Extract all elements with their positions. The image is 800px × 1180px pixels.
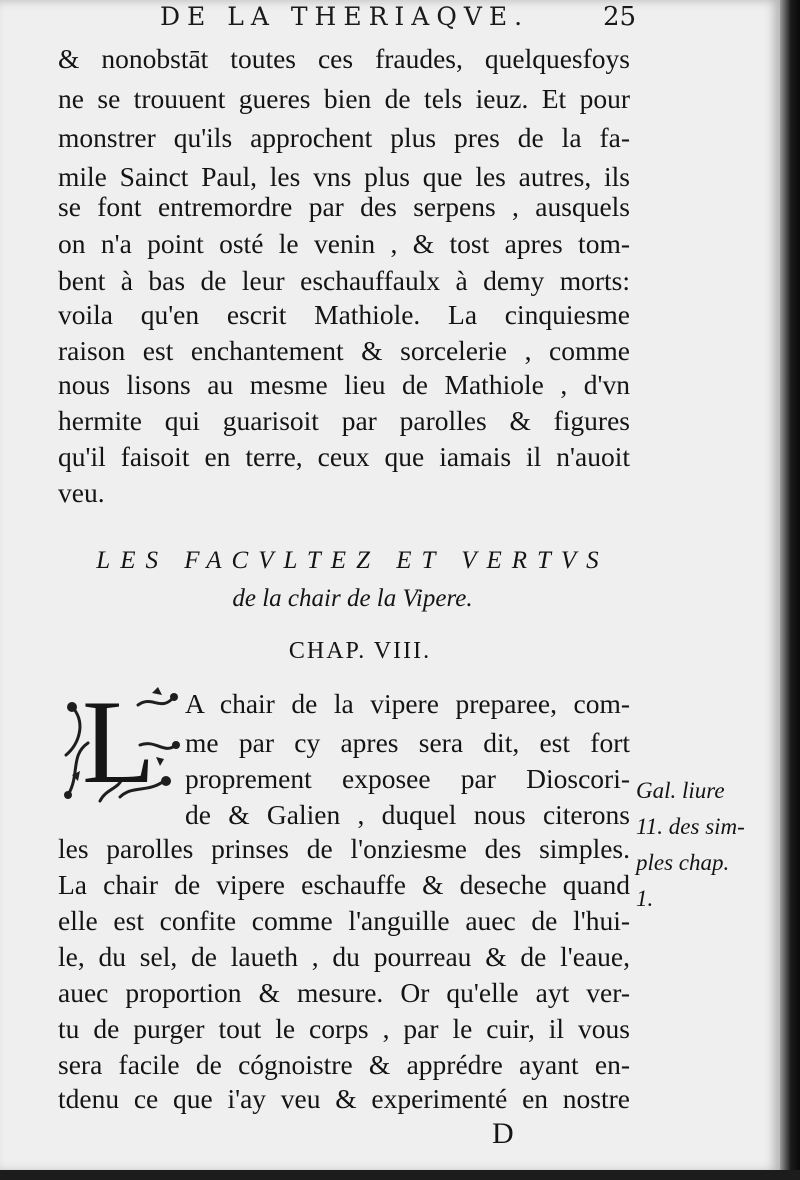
text-line: qu'il faisoit en terre, ceux que iamais il n'auoit — [58, 441, 630, 472]
text-line: de & Galien , duquel nous citerons — [185, 799, 630, 830]
text-line: hermite qui guarisoit par parolles & figures — [58, 405, 630, 436]
text-line: bent à bas de leur eschauffaulx à demy morts: — [58, 265, 630, 296]
text-line: me par cy apres sera dit, est fort — [185, 727, 630, 758]
text-line: monstrer qu'ils approchent plus pres de la fa- — [58, 122, 630, 153]
scan-border — [0, 1170, 800, 1180]
text-line: elle est confite comme l'anguille auec de l'hui- — [58, 905, 630, 936]
text-line: veu. — [58, 477, 105, 508]
text-line: ne se trouuent gueres bien de tels ieuz. Et pour — [58, 83, 630, 114]
signature-mark: D — [492, 1117, 514, 1150]
text-line: La chair de vipere eschauffe & deseche quand — [58, 869, 630, 900]
text-line: nous lisons au mesme lieu de Mathiole , d'vn — [58, 369, 630, 400]
text-line: se font entremordre par des serpens , ausquels — [58, 191, 630, 222]
text-line: les parolles prinses de l'onziesme des simples. — [58, 833, 630, 864]
section-title: LES FACVLTEZ ET VERTVS — [96, 547, 609, 574]
text-line: auec proportion & mesure. Or qu'elle ayt ver- — [58, 977, 630, 1008]
margin-note-line: Gal. liure — [636, 778, 725, 803]
text-line: & nonobstāt toutes ces fraudes, quelquesfoys — [58, 43, 630, 74]
chapter-heading: CHAP. VIII. — [288, 638, 432, 664]
text-line: tu de purger tout le corps , par le cuir, il vous — [58, 1013, 630, 1044]
text-line: sera facile de cógnoistre & apprédre ayant en- — [58, 1049, 630, 1080]
text-line: on n'a point osté le venin , & tost apres tom- — [58, 228, 630, 259]
margin-note-line: 11. des sim- — [636, 814, 745, 839]
text-line: proprement exposee par Dioscori- — [185, 763, 630, 794]
text-line: mile Sainct Paul, les vns plus que les autres, ils — [58, 161, 630, 192]
decorated-initial — [60, 675, 180, 808]
margin-note-line: 1. — [636, 886, 654, 911]
text-line: A chair de la vipere preparee, com- — [185, 688, 630, 719]
margin-note-line: ples chap. — [636, 850, 730, 875]
text-line: voila qu'en escrit Mathiole. La cinquiesme — [58, 299, 630, 330]
initial-letter: L — [82, 675, 156, 808]
text-line: raison est enchantement & sorcelerie , comme — [58, 335, 630, 366]
text-line: le, du sel, de laueth , du pourreau & de l'eaue, — [58, 941, 630, 972]
section-subtitle: de la chair de la Vipere. — [232, 585, 473, 612]
text-line: tdenu ce que i'ay veu & experimenté en nostre — [58, 1083, 630, 1114]
running-head: DE LA THERIAQVE. — [160, 2, 530, 31]
book-edge — [780, 0, 800, 1180]
page-number: 25 — [603, 2, 637, 32]
